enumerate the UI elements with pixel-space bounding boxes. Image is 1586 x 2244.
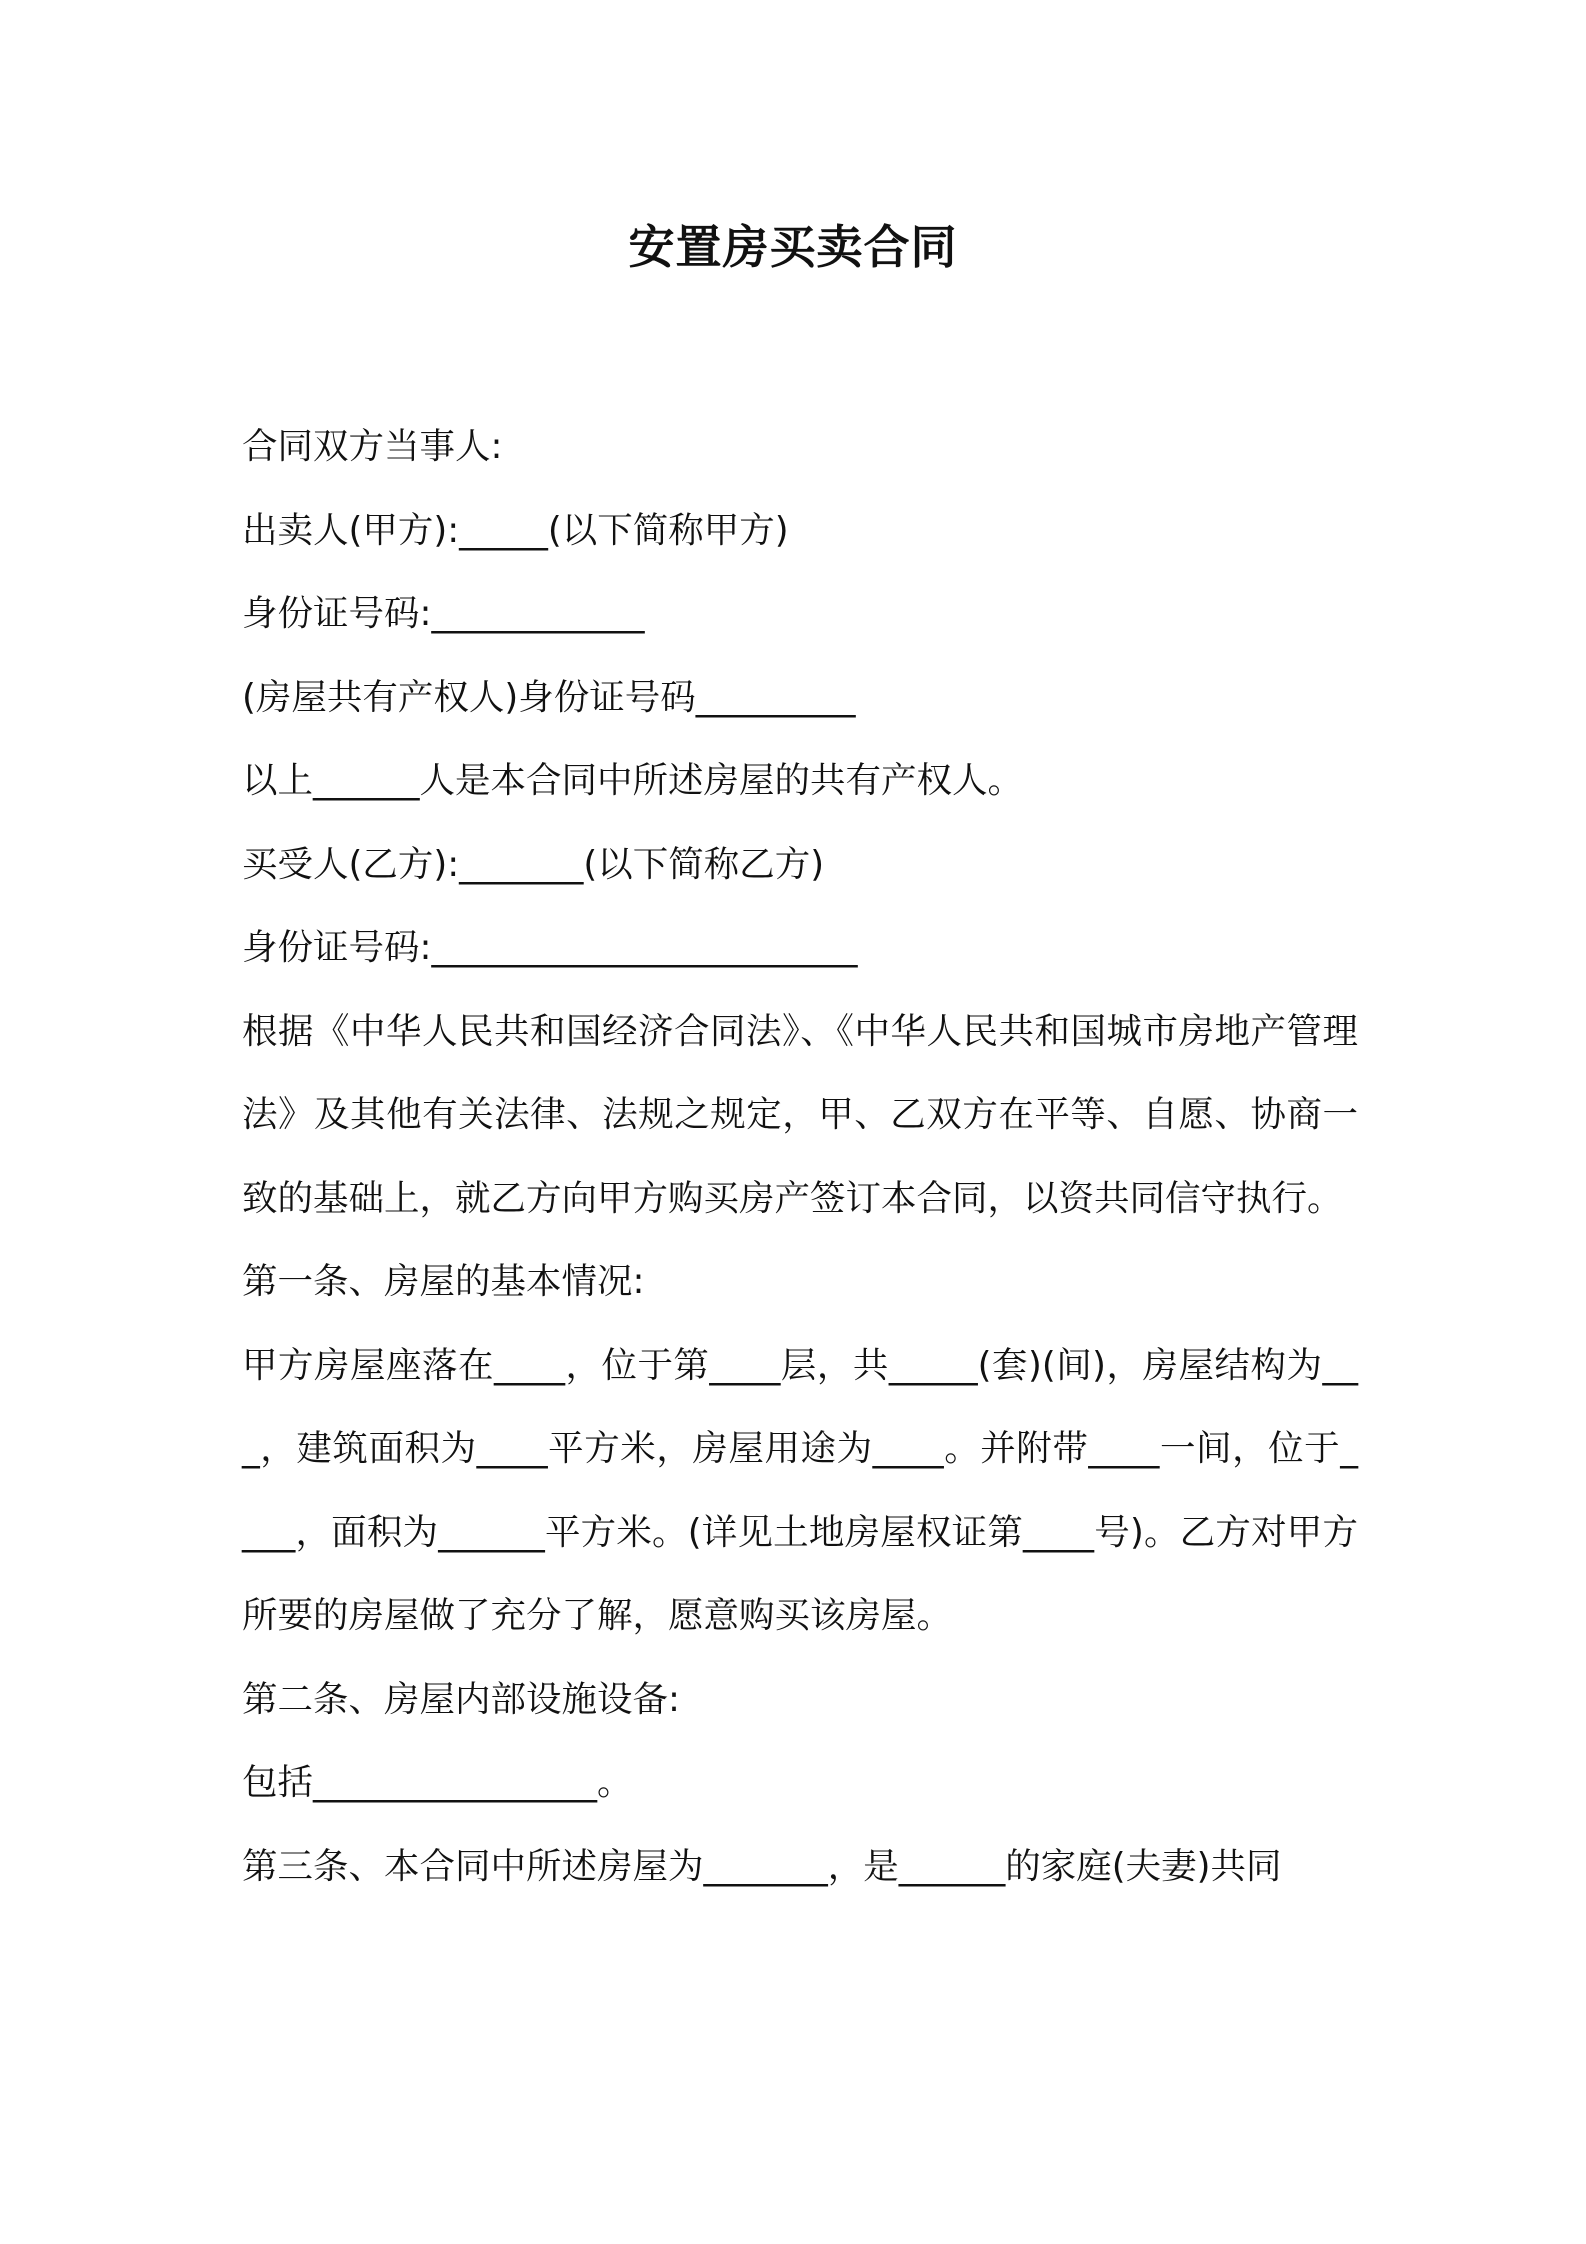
legal-basis-paragraph: 根据《中华人民共和国经济合同法》、《中华人民共和国城市房地产管理法》及其他有关法律、法规之规定，甲、乙双方在平等、自愿、协商一致的基础上，就乙方向甲方购买房产签订本合同，以资共同信守执行。 bbox=[242, 1010, 1358, 1219]
article-2-content: 包括________________。 bbox=[242, 1762, 633, 1803]
buyer-id-line: 身份证号码:________________________ bbox=[242, 927, 858, 968]
co-owner-id-line: (房屋共有产权人)身份证号码_________ bbox=[242, 676, 856, 718]
seller-line: 出卖人(甲方):_____(以下简称甲方) bbox=[242, 509, 789, 551]
document-title: 安置房买卖合同 bbox=[628, 220, 958, 274]
article-2-heading: 第二条、房屋内部设施设备: bbox=[242, 1678, 680, 1720]
article-1-heading: 第一条、房屋的基本情况: bbox=[242, 1261, 645, 1302]
article-1-paragraph: 甲方房屋座落在____，位于第____层，共_____(套)(间)，房屋结构为___，建筑面积为____平方米，房屋用途为____。并附带____一间，位于____，面积为______平方米。(详见土地房屋权证第____号)。乙方对甲方所要的房屋做了充分了解，愿意购买该房屋。 bbox=[242, 1344, 1358, 1636]
seller-id-line: 身份证号码:____________ bbox=[242, 593, 645, 634]
article-3-line: 第三条、本合同中所述房屋为_______，是______的家庭(夫妻)共同 bbox=[242, 1845, 1282, 1887]
buyer-line: 买受人(乙方):_______(以下简称乙方) bbox=[242, 843, 825, 885]
co-owners-line: 以上______人是本合同中所述房屋的共有产权人。 bbox=[242, 760, 1024, 801]
document-body bbox=[242, 405, 1358, 1908]
parties-heading: 合同双方当事人: bbox=[242, 426, 503, 467]
